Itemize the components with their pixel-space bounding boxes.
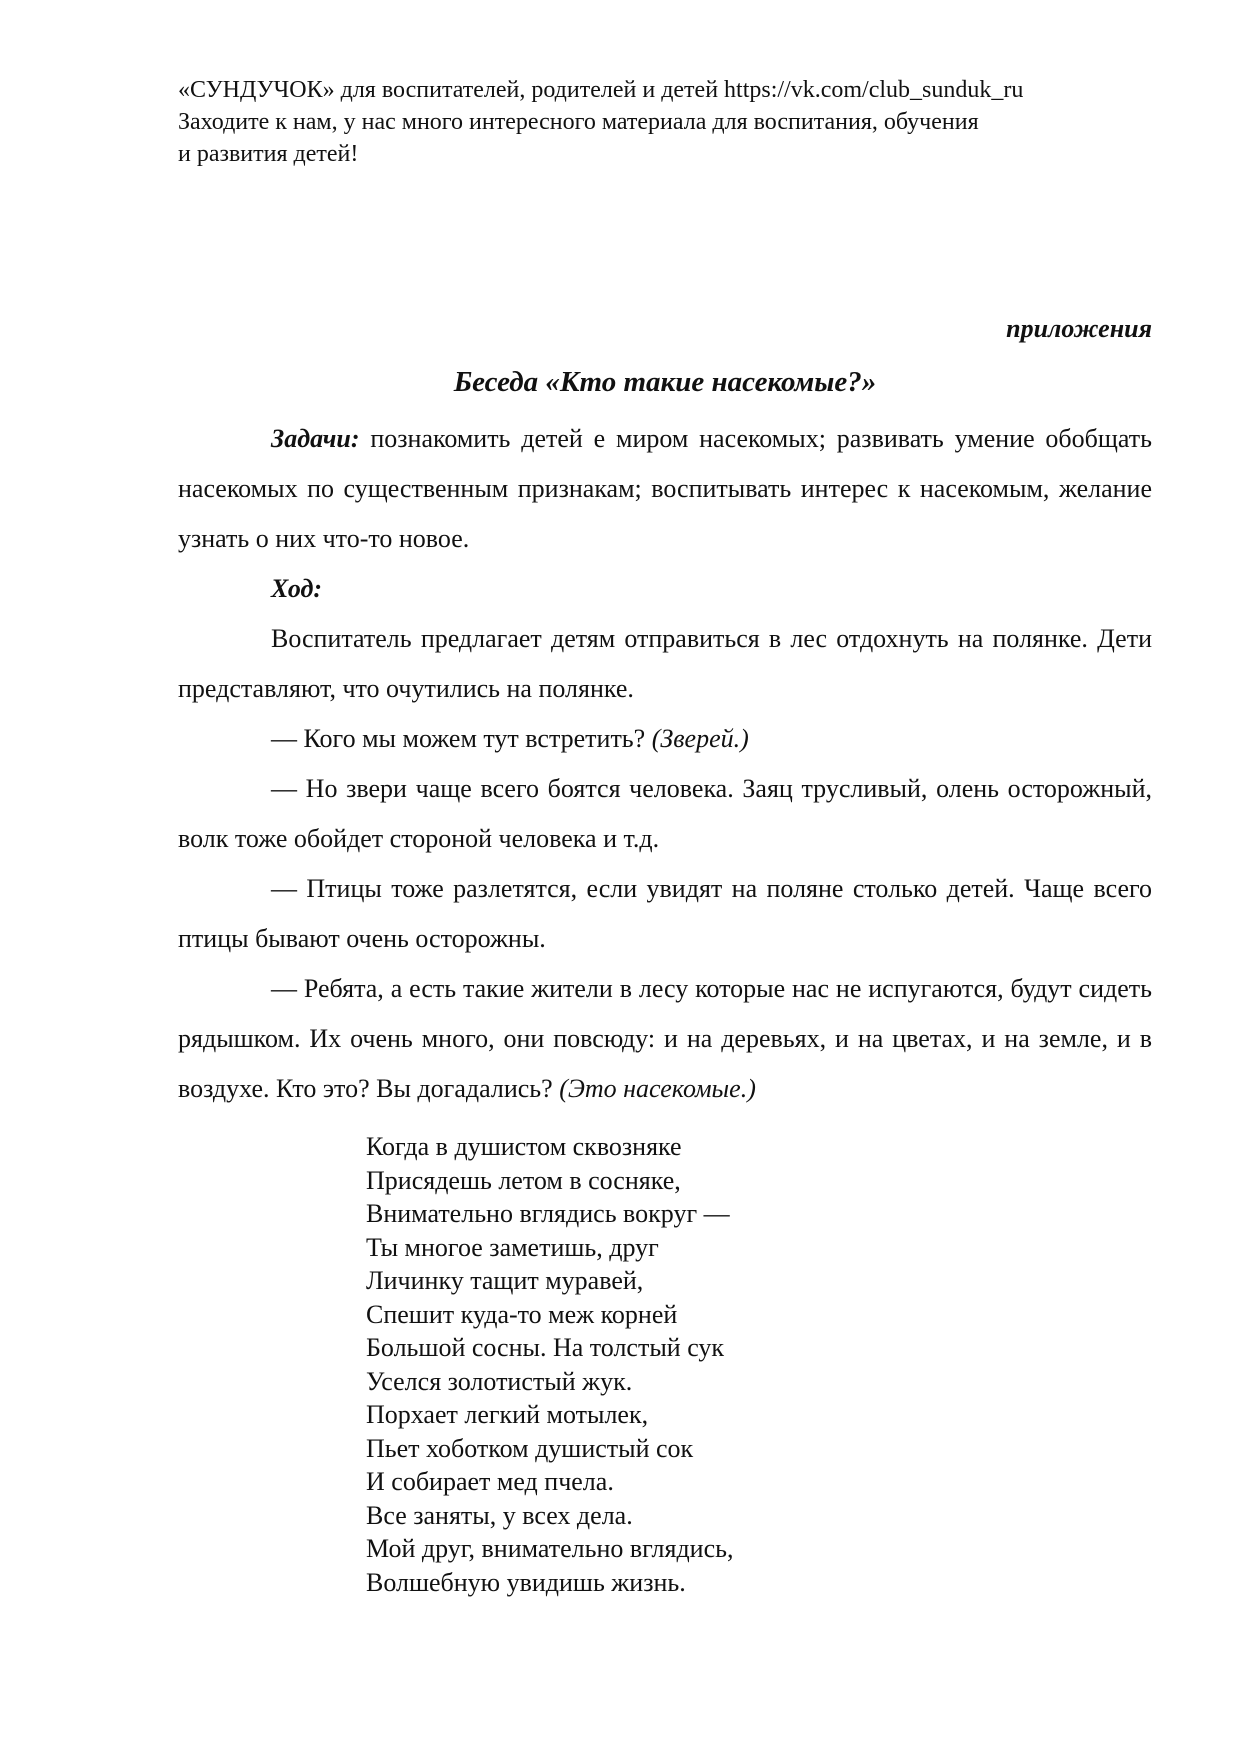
poem-line: Когда в душистом сквозняке bbox=[366, 1132, 682, 1161]
paragraph-5 bbox=[178, 964, 1152, 1114]
paragraph-1: Воспитатель предлагает детям отправиться в лес отдохнуть на полянке. Дети представляют, что очутились на полянке. bbox=[178, 624, 1152, 703]
tasks-label: Задачи: bbox=[271, 424, 360, 453]
poem-line: Пьет хоботком душистый сок bbox=[366, 1433, 694, 1463]
paragraph-2-note: (Зверей.) bbox=[651, 724, 749, 753]
header-line-3: и развития детей! bbox=[178, 141, 359, 167]
paragraph-3: — Но звери чаще всего боятся человека. Заяц трусливый, олень осторожный, волк тоже обойдет стороной человека и т.д. bbox=[178, 774, 1152, 853]
poem-line: Уселся золотистый жук. bbox=[366, 1366, 633, 1396]
header-line-2: Заходите к нам, у нас много интересного материала для воспитания, обучения bbox=[178, 109, 979, 135]
poem-line: Ты многое заметишь, друг bbox=[366, 1232, 659, 1262]
poem-line: Внимательно вглядись вокруг — bbox=[366, 1199, 730, 1228]
document-body bbox=[178, 414, 1152, 1114]
page-header bbox=[178, 74, 1138, 170]
poem-line: Личинку тащит муравей, bbox=[366, 1266, 644, 1295]
paragraph-5-note: (Это насекомые.) bbox=[559, 1074, 756, 1103]
poem-line: И собирает мед пчела. bbox=[366, 1467, 614, 1496]
tasks-text: познакомить детей е миром насекомых; развивать умение обобщать насекомых по существенным признакам; воспитывать интерес к насекомым, желание узнать о них что-то новое. bbox=[178, 424, 1152, 553]
document-title: Беседа «Кто такие насекомые?» bbox=[453, 366, 877, 398]
paragraph-2 bbox=[178, 714, 1152, 764]
poem-line: Присядешь летом в сосняке, bbox=[366, 1165, 681, 1195]
poem-line: Все заняты, у всех дела. bbox=[366, 1500, 633, 1530]
poem-line: Большой сосны. На толстый сук bbox=[366, 1333, 725, 1362]
paragraph-5-text: — Ребята, а есть такие жители в лесу которые нас не испугаются, будут сидеть рядышком. Их очень много, они повсюду: и на деревьях, и на цветах, и на земле, и в воздухе. Кто это? Вы догадались? bbox=[178, 974, 1152, 1103]
header-line-1: «СУНДУЧОК» для воспитателей, родителей и детей https://vk.com/club_sunduk_ru bbox=[178, 77, 1024, 103]
poem bbox=[366, 1130, 734, 1599]
course-label: Ход: bbox=[271, 574, 323, 603]
paragraph-4: — Птицы тоже разлетятся, если увидят на поляне столько детей. Чаще всего птицы бывают очень осторожны. bbox=[178, 874, 1152, 953]
poem-line: Спешит куда-то меж корней bbox=[366, 1299, 678, 1329]
tasks-paragraph bbox=[178, 414, 1152, 564]
appendix-label: приложения bbox=[1006, 314, 1152, 343]
poem-line: Порхает легкий мотылек, bbox=[366, 1400, 649, 1429]
poem-line: Мой друг, внимательно вглядись, bbox=[366, 1534, 734, 1563]
paragraph-2-text: — Кого мы можем тут встретить? bbox=[271, 724, 652, 753]
poem-line: Волшебную увидишь жизнь. bbox=[366, 1567, 686, 1597]
course-paragraph bbox=[178, 564, 1152, 614]
